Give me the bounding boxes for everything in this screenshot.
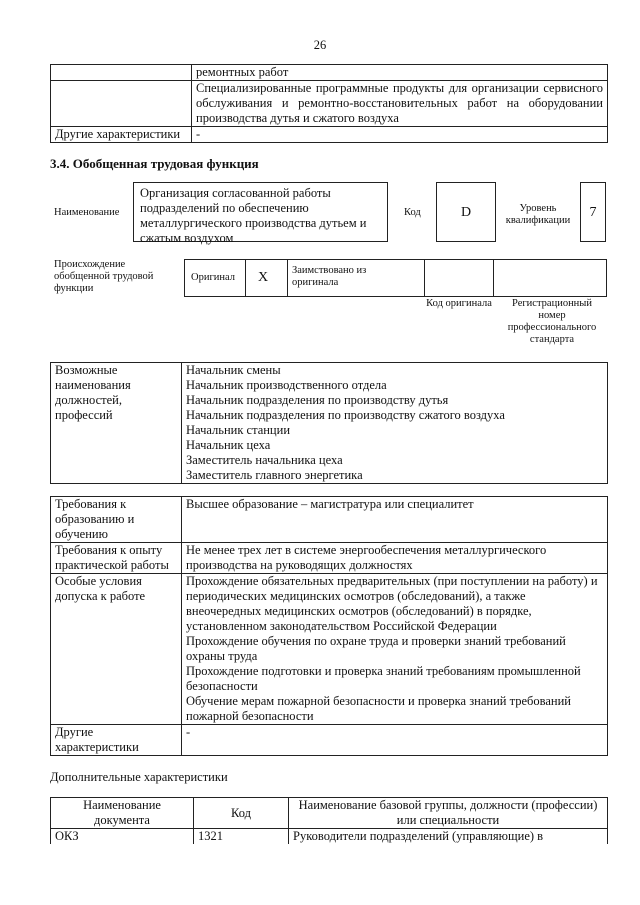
additional-cell-group: Руководители подразделений (управляющие) в <box>289 829 608 845</box>
requirements-other-value: - <box>182 725 608 756</box>
education-label: Требования к образованию и обучению <box>51 497 182 543</box>
positions-label: Возможные наименования должностей, профессий <box>51 363 182 484</box>
position-item: Заместитель начальника цеха <box>186 453 343 467</box>
level-label: Уровень квалификации <box>505 203 571 226</box>
top-table-row1-cell: ремонтных работ <box>192 65 608 81</box>
additional-title: Дополнительные характеристики <box>50 770 228 784</box>
original-mark: X <box>258 270 269 285</box>
requirements-other-label: Другие характеристики <box>51 725 182 756</box>
top-table-row2-cell: Специализированные программные продукты для организации сервисного обслуживания и ремонтно-восстановительных работ на оборудовании производства дутья и сжатого воздуха <box>192 81 608 127</box>
origin-divider <box>424 259 425 297</box>
function-name-box: Организация согласованной работы подразделений по обеспечению металлургического производства дутьем и сжатым воздухом <box>133 182 388 242</box>
special-condition-item: Прохождение обязательных предварительных (при поступлении на работу) и периодических медицинских осмотров (обследований), а также внеочередных медицинских осмотров (обследований) в порядке, установленном законодательством Российской Федерации <box>186 574 598 633</box>
position-item: Начальник подразделения по производству сжатого воздуха <box>186 408 505 422</box>
code-original-caption: Код оригинала <box>426 298 492 309</box>
origin-label: Происхождение обобщенной трудовой функции <box>54 259 154 294</box>
original-label: Оригинал <box>191 272 235 283</box>
additional-cell-code: 1321 <box>194 829 289 845</box>
additional-header-code: Код <box>194 798 289 829</box>
code-value-box: D <box>436 182 496 242</box>
borrowed-label: Заимствовано из оригинала <box>292 265 367 288</box>
positions-list <box>182 363 608 484</box>
additional-table <box>50 797 608 844</box>
top-table-other-label: Другие характеристики <box>51 127 192 143</box>
additional-cell-document: ОКЗ <box>51 829 194 845</box>
positions-table <box>50 362 608 484</box>
position-item: Начальник цеха <box>186 438 271 452</box>
origin-divider <box>245 259 246 297</box>
position-item: Начальник смены <box>186 363 281 377</box>
special-conditions-list <box>182 574 608 725</box>
name-label: Наименование <box>54 207 120 218</box>
experience-label: Требования к опыту практической работы <box>51 543 182 574</box>
special-condition-item: Прохождение подготовки и проверка знаний требованиям промышленной безопасности <box>186 664 581 693</box>
position-item: Заместитель главного энергетика <box>186 468 363 482</box>
page-number: 26 <box>313 38 327 52</box>
top-table-empty-cell <box>51 81 192 127</box>
position-item: Начальник производственного отдела <box>186 378 387 392</box>
special-conditions-label: Особые условия допуска к работе <box>51 574 182 725</box>
additional-header-document: Наименование документа <box>51 798 194 829</box>
section-title: 3.4. Обобщенная трудовая функция <box>50 156 259 171</box>
education-value: Высшее образование – магистратура или специалитет <box>182 497 608 543</box>
special-condition-item: Обучение мерам пожарной безопасности и проверка знаний требований пожарной безопасности <box>186 694 571 723</box>
experience-value: Не менее трех лет в системе энергообеспечения металлургического производства на руководящих должностях <box>182 543 608 574</box>
special-condition-item: Прохождение обучения по охране труда и проверки знаний требований охраны труда <box>186 634 566 663</box>
level-value-box: 7 <box>580 182 606 242</box>
code-label: Код <box>404 207 421 218</box>
requirements-table <box>50 496 608 756</box>
origin-divider <box>287 259 288 297</box>
position-item: Начальник станции <box>186 423 291 437</box>
additional-header-group: Наименование базовой группы, должности (профессии) или специальности <box>289 798 608 829</box>
reg-number-caption: Регистрационный номер профессионального стандарта <box>507 298 597 345</box>
top-table-other-value: - <box>192 127 608 143</box>
top-table <box>50 64 608 143</box>
position-item: Начальник подразделения по производству дутья <box>186 393 449 407</box>
top-table-empty-cell <box>51 65 192 81</box>
origin-divider <box>493 259 494 297</box>
